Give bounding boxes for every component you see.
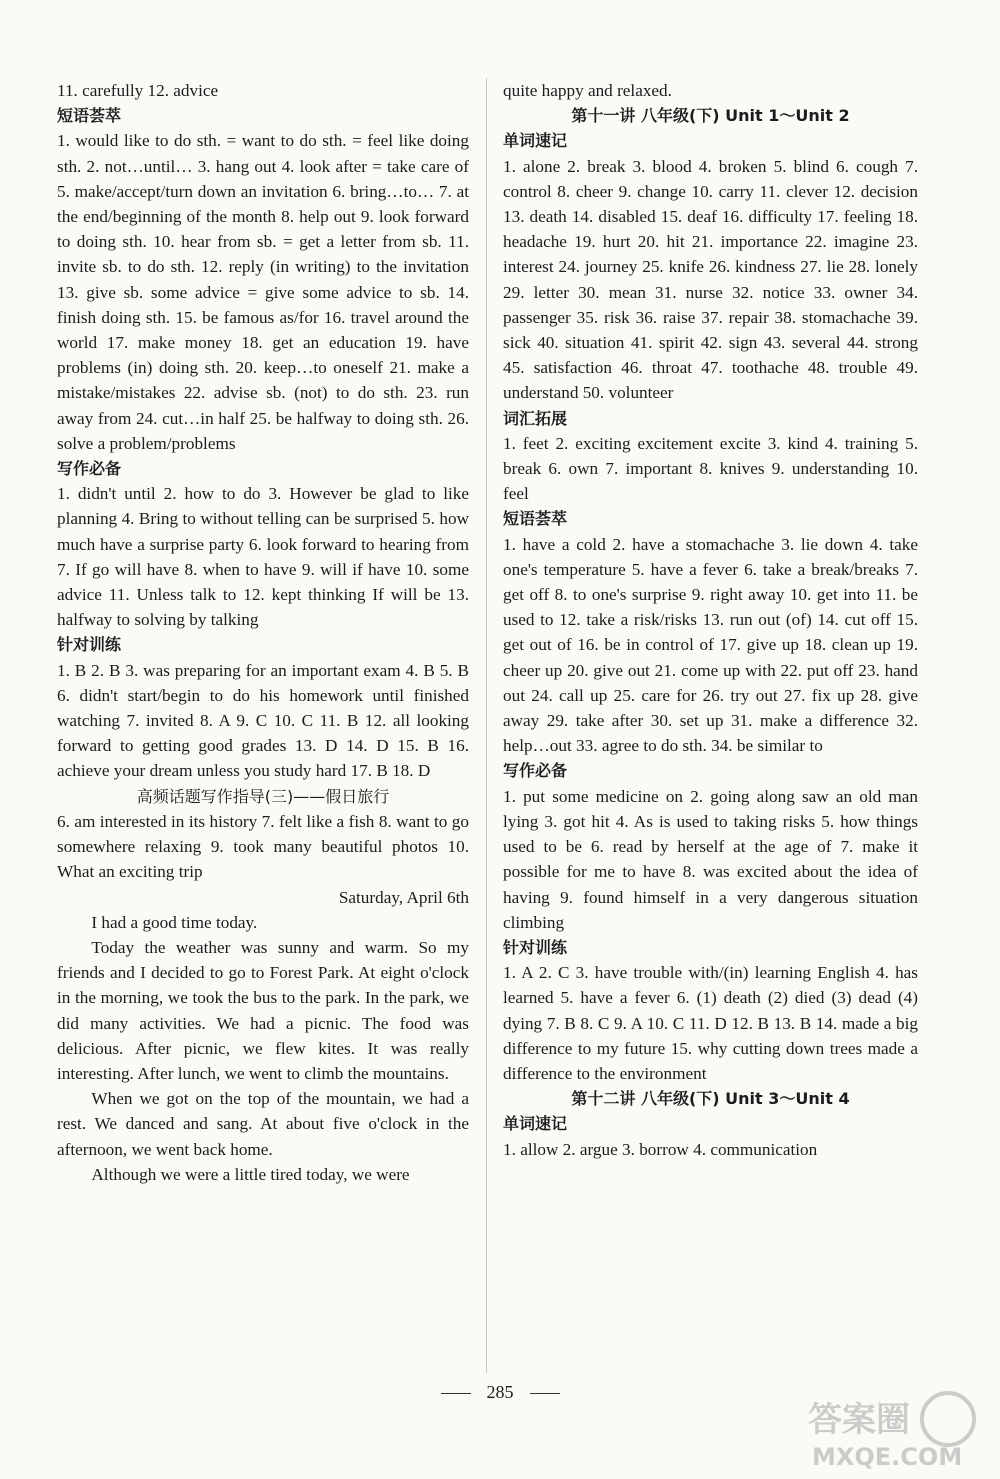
lesson-11-extension: 1. feet 2. exciting excitement excite 3. kind 4. training 5. break 6. own 7. important 8. knives 9. understanding 10. feel: [503, 433, 918, 504]
right-column: [503, 78, 918, 1162]
lesson-11-title: 第十一讲 八年级(下) Unit 1～Unit 2: [571, 106, 850, 126]
lesson-11-training: 1. A 2. C 3. have trouble with/(in) learning English 4. has learned 5. have a fever 6. (1) death (2) died (3) dead (4) dying 7. B 8. C 9. A 10. C 11. D 12. B 13. B 14. made a big difference to my future 15. why cutting down trees made a difference to the environment: [503, 963, 918, 1083]
writing-answers: 1. didn't until 2. how to do 3. However be glad to like planning 4. Bring to without telling can be surprised 5. how much have a surprise party 6. look forward to hearing from 7. If go will have 8. when to have 9. will if have 10. some advice 11. Unless talk to 12. kept thinking If will be 13. halfway to solving by talking: [57, 484, 469, 630]
lesson-11-phrases: 1. have a cold 2. have a stomachache 3. lie down 4. take one's temperature 5. have a fever 6. take a break/breaks 7. get off 8. to one's surprise 9. right away 10. get into 11. be used to 12. take a risk/risks 13. run out (of) 14. cut off 15. get out of 16. be in control of 17. give up 18. clean up 19. cheer up 20. give out 21. come up with 22. put off 23. hand out 24. call up 25. care for 26. try out 27. fix up 28. give away 29. take after 30. set up 31. make a difference 32. help…out 33. agree to do sth. 34. be similar to: [503, 534, 918, 756]
phrases-heading: 短语荟萃: [57, 106, 122, 126]
lesson-12-vocab-heading: 单词速记: [503, 1114, 568, 1134]
column-divider: [486, 78, 487, 1373]
lesson-12-vocab: 1. allow 2. argue 3. borrow 4. communication: [503, 1139, 818, 1159]
diary-paragraph-2: Today the weather was sunny and warm. So my friends and I decided to go to Forest Park. At eight o'clock in the morning, we took the bus to the park. In the park, we did many activities. We had a picnic. The food was delicious. After picnic, we flew kites. It was really interesting. After lunch, we went to climb the mountains.: [57, 937, 469, 1083]
lesson-11-phrases-heading: 短语荟萃: [503, 509, 568, 529]
diary-paragraph-1: I had a good time today.: [91, 912, 258, 932]
watermark-ring: [922, 1393, 974, 1445]
page-number-text: 285: [486, 1382, 514, 1402]
left-top-line: 11. carefully 12. advice: [57, 81, 219, 100]
guide-answers: 6. am interested in its history 7. felt like a fish 8. want to go somewhere relaxing 9. took many beautiful photos 10. What an exciting trip: [57, 811, 469, 882]
phrases-answers: 1. would like to do sth. = want to do sth. = feel like doing sth. 2. not…until… 3. hang out 4. look after = take care of 5. make/accept/turn down an invitation 6. bring…to… 7. at the end/beginning of the month 8. help out 9. look forward to doing sth. 10. hear from sb. = get a letter from sb. 11. invite sb. to do sth. 12. reply (in writing) to the invitation 13. give sb. some advice = give some advice to sb. 14. finish doing sth. 15. be famous as/for 16. travel around the world 17. make money 18. get an education 19. have problems (in) doing sth. 20. keep…to oneself 21. make a mistake/mistakes 22. advise sb. (not) to do sth. 23. run away from 24. cut…in half 25. be halfway to doing sth. 26. solve a problem/problems: [57, 131, 469, 453]
lesson-11-writing: 1. put some medicine on 2. going along saw an old man lying 3. got hit 4. As is used to taking risks 5. how things used to be 6. read by herself at the age of 7. make it possible for me to have 8. was excited about the idea of having 9. found himself in a very dangerous situation climbing: [503, 786, 918, 932]
page-dash-right: [530, 1393, 560, 1394]
page-dash-left: [441, 1393, 471, 1394]
training-heading: 针对训练: [57, 635, 122, 655]
watermark-logo: [798, 1385, 988, 1473]
lesson-11-training-heading: 针对训练: [503, 937, 568, 957]
lesson-11-writing-heading: 写作必备: [503, 761, 568, 781]
training-answers: 1. B 2. B 3. was preparing for an important exam 4. B 5. B 6. didn't start/begin to do his homework until finished watching 7. invited 8. A 9. C 10. C 11. B 12. all looking forward to getting good grades 13. D 14. D 15. B 16. achieve your dream unless you study hard 17. B 18. D: [57, 660, 469, 781]
diary-date: Saturday, April 6th: [338, 887, 469, 907]
diary-paragraph-4: Although we were a little tired today, we were: [91, 1164, 410, 1184]
watermark-url: MXQE.COM: [812, 1443, 963, 1471]
watermark-text: 答案圈: [808, 1400, 910, 1440]
diary-paragraph-3: When we got on the top of the mountain, we had a rest. We danced and sang. At about five o'clock in the afternoon, we went back home.: [57, 1089, 469, 1159]
left-column: [57, 78, 469, 1187]
lesson-11-vocab-heading: 单词速记: [503, 131, 568, 151]
lesson-12-title: 第十二讲 八年级(下) Unit 3～Unit 4: [571, 1089, 850, 1109]
right-top-line: quite happy and relaxed.: [503, 81, 672, 100]
lesson-11-vocab: 1. alone 2. break 3. blood 4. broken 5. blind 6. cough 7. control 8. cheer 9. change 10. carry 11. clever 12. decision 13. death 14. disabled 15. deaf 16. difficulty 17. feeling 18. headache 19. hurt 20. hit 21. importance 22. imagine 23. interest 24. journey 25. knife 26. kindness 27. lie 28. lonely 29. letter 30. mean 31. nurse 32. notice 33. owner 34. passenger 35. risk 36. raise 37. repair 38. stomachache 39. sick 40. situation 41. spirit 42. sign 43. several 44. strong 45. satisfaction 46. throat 47. toothache 48. trouble 49. understand 50. volunteer: [503, 156, 918, 403]
writing-heading: 写作必备: [57, 459, 122, 479]
lesson-11-extension-heading: 词汇拓展: [503, 408, 568, 428]
guide-title: 高频话题写作指导(三)——假日旅行: [136, 786, 390, 806]
